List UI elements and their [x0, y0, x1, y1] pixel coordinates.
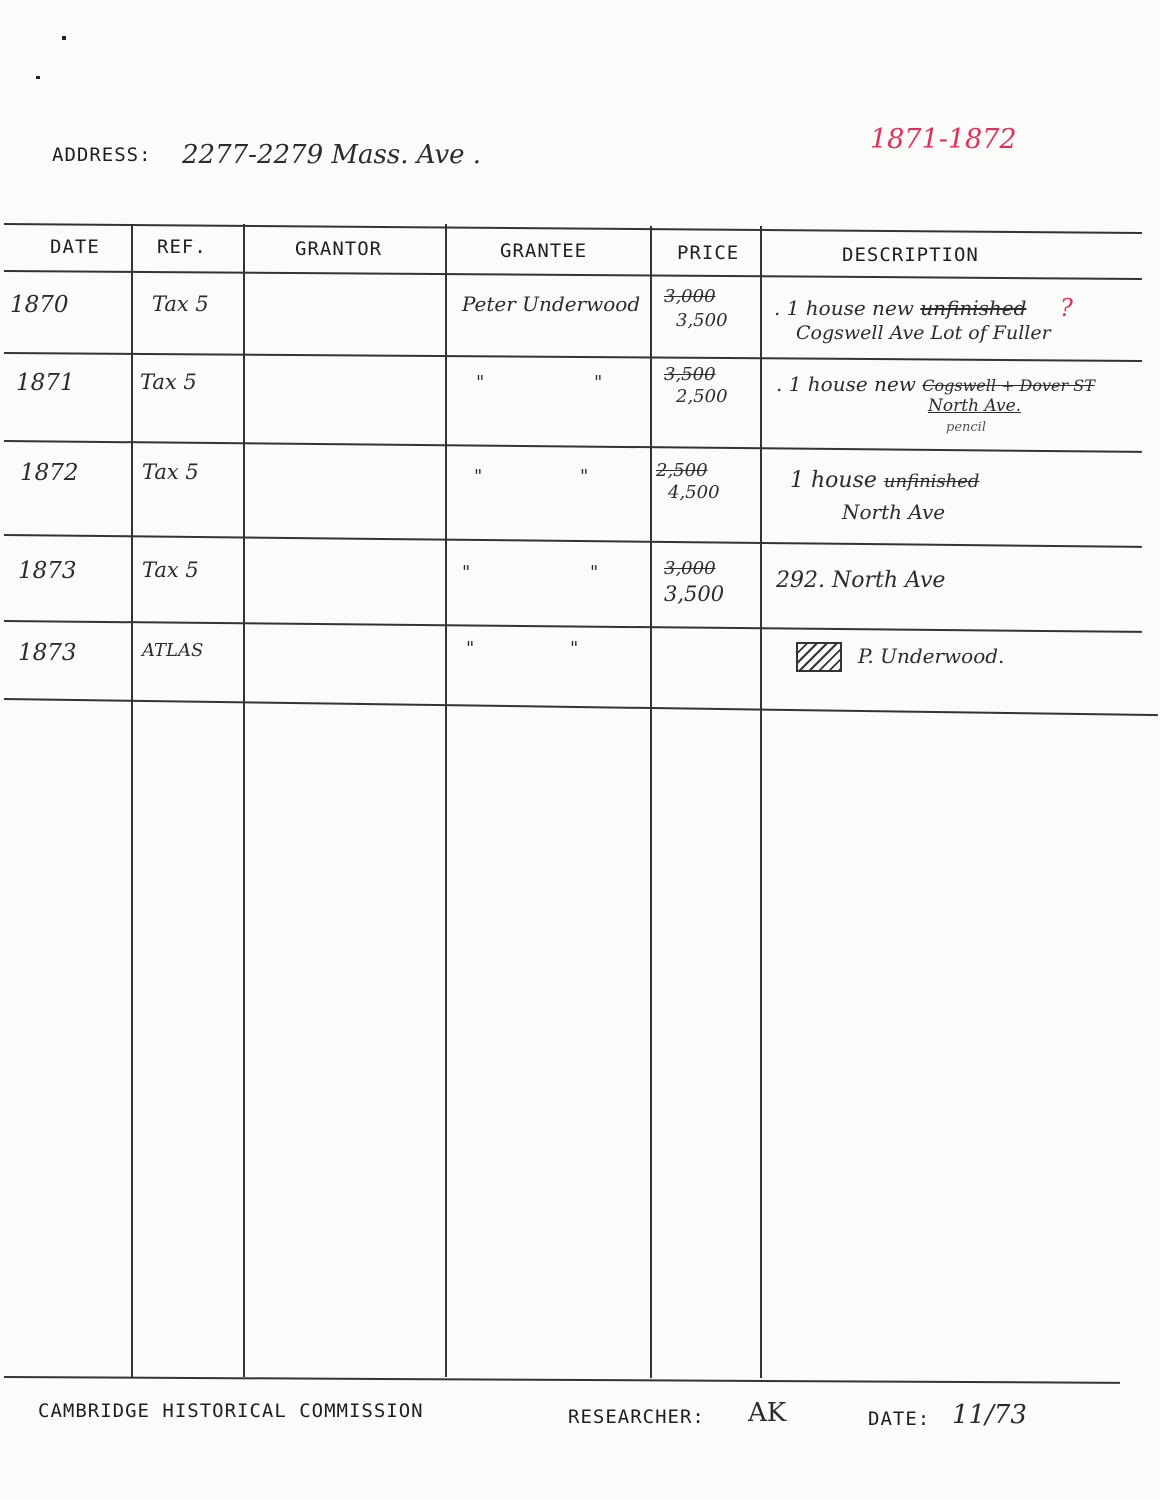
row5-date: 1873 [18, 640, 77, 666]
row-divider [4, 534, 1142, 548]
row2-desc-text: . 1 house new [776, 372, 923, 396]
table-top-line [4, 223, 1142, 234]
row3-price-old: 2,500 [656, 460, 708, 481]
footer-date-label: DATE: [868, 1408, 931, 1430]
table-bottom-line [4, 1376, 1120, 1384]
col-header-date: DATE [50, 236, 100, 258]
row3-grantee-ditto: " [580, 466, 589, 487]
column-divider [650, 226, 652, 1378]
col-header-grantor: GRANTOR [295, 238, 383, 260]
row-divider [4, 440, 1142, 453]
row2-desc-struck: Cogswell + Dover ST [922, 376, 1095, 395]
row4-price-new: 3,500 [664, 582, 725, 606]
row3-price-new: 4,500 [668, 482, 720, 503]
footer-date-value: 11/73 [952, 1400, 1027, 1430]
col-header-grantee: GRANTEE [500, 240, 588, 262]
row2-desc-note: pencil [946, 420, 986, 435]
stray-mark [36, 76, 40, 79]
column-divider [760, 226, 762, 1378]
row-divider [4, 698, 1158, 716]
row1-date: 1870 [10, 292, 69, 318]
row5-ref: ATLAS [142, 640, 204, 661]
row5-grantee-ditto: " [466, 638, 475, 659]
row1-desc-line2: Cogswell Ave Lot of Fuller [796, 322, 1051, 344]
row2-price-old: 3,500 [664, 364, 716, 385]
header-bottom-line [4, 270, 1142, 280]
row-divider [4, 620, 1142, 633]
column-divider [445, 224, 447, 1377]
row4-grantee-ditto: " [590, 562, 599, 583]
address-value: 2277-2279 Mass. Ave . [182, 140, 482, 170]
row1-desc-struck: unfinished [920, 296, 1027, 320]
row4-price-old: 3,000 [664, 558, 716, 579]
address-label: ADDRESS: [52, 144, 152, 166]
row4-ref: Tax 5 [142, 558, 199, 582]
row1-ref: Tax 5 [152, 292, 209, 316]
row5-desc-line1: P. Underwood. [858, 644, 1005, 668]
row-divider [4, 352, 1142, 362]
row3-desc-struck: unfinished [883, 471, 980, 492]
row1-question-mark: ? [1060, 294, 1073, 322]
row4-desc-line1: 292. North Ave [776, 568, 946, 593]
stray-mark [62, 36, 66, 40]
row2-grantee-ditto: " [594, 372, 603, 393]
row4-grantee-ditto: " [462, 562, 471, 583]
row1-grantee: Peter Underwood [462, 292, 641, 316]
column-divider [131, 224, 133, 1377]
row2-ref: Tax 5 [140, 370, 197, 394]
row2-desc-line2: North Ave. [928, 396, 1022, 416]
row1-price-new: 3,500 [676, 310, 728, 331]
col-header-price: PRICE [677, 242, 740, 264]
row3-ref: Tax 5 [142, 460, 199, 484]
row3-desc-line2: North Ave [842, 500, 946, 524]
hatched-box-icon [796, 642, 842, 672]
row3-date: 1872 [20, 460, 79, 486]
row2-grantee-ditto: " [476, 372, 485, 393]
row1-desc-text: . 1 house new [774, 296, 921, 320]
column-divider [243, 224, 245, 1377]
footer-org: CAMBRIDGE HISTORICAL COMMISSION [38, 1400, 424, 1422]
row1-price-old: 3,000 [664, 286, 716, 307]
row4-date: 1873 [18, 558, 77, 584]
row3-grantee-ditto: " [474, 466, 483, 487]
researcher-label: RESEARCHER: [568, 1406, 705, 1428]
row2-date: 1871 [16, 370, 75, 396]
researcher-value: AK [748, 1398, 787, 1428]
row5-grantee-ditto: " [570, 638, 579, 659]
row3-desc-line1 [790, 468, 979, 493]
row2-price-new: 2,500 [676, 386, 728, 407]
row3-desc-text: 1 house [790, 468, 884, 493]
row1-desc-line1 [774, 296, 1026, 320]
col-header-ref: REF. [157, 236, 207, 258]
col-header-description: DESCRIPTION [842, 244, 979, 266]
date-range: 1871-1872 [870, 124, 1017, 155]
row2-desc-line1 [776, 372, 1095, 396]
